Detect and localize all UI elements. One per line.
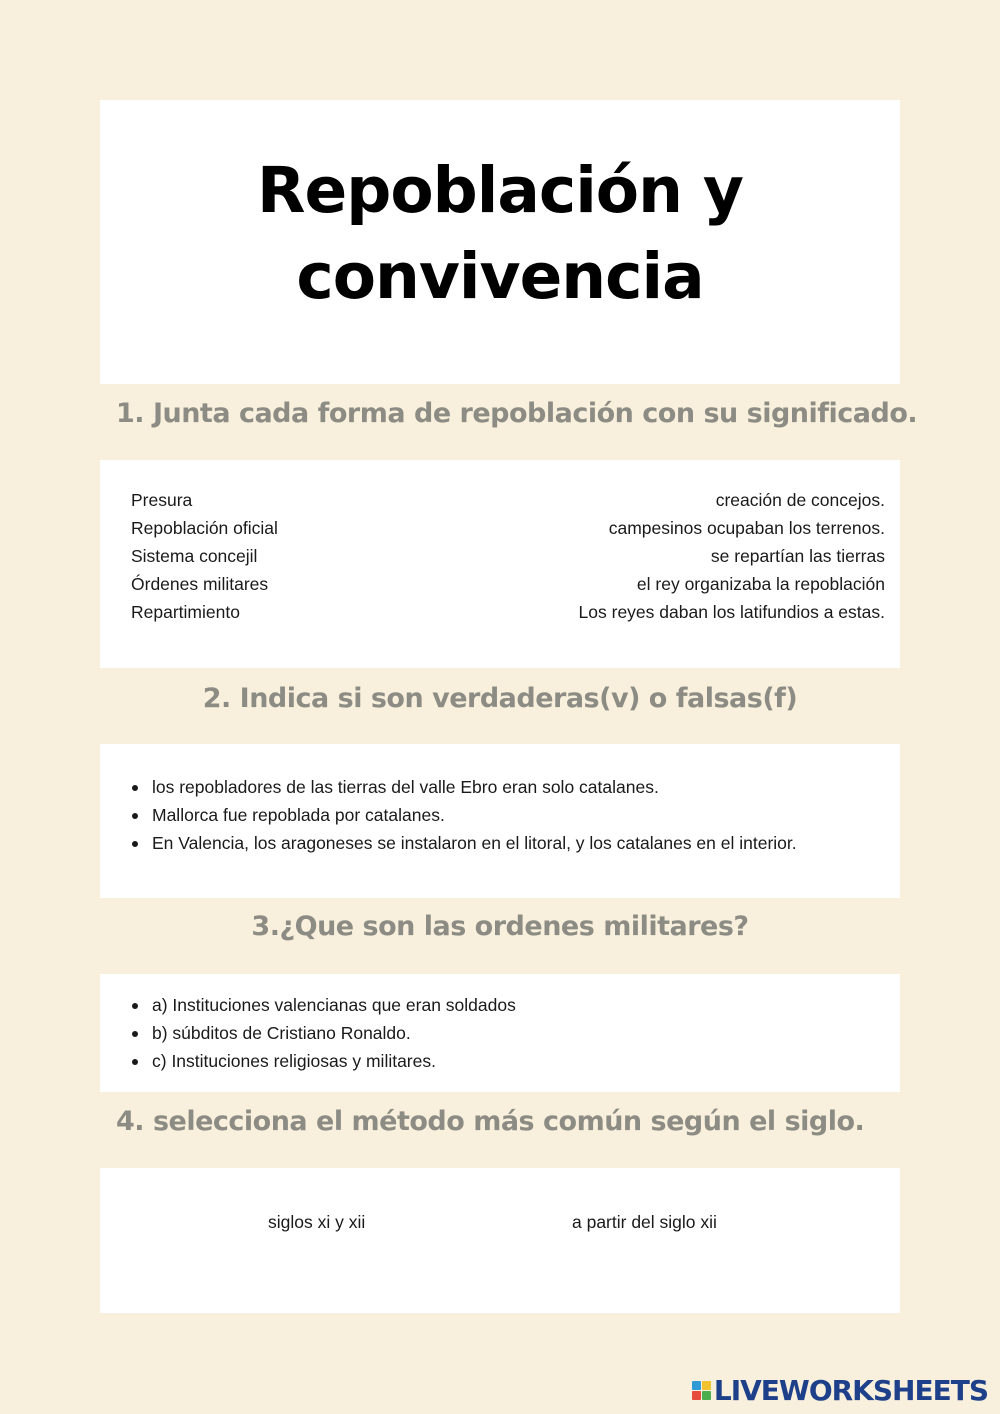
matching-panel: [100, 460, 900, 668]
matching-row: [131, 546, 885, 574]
statement-list: [130, 773, 797, 857]
option-list: [130, 991, 516, 1075]
definition-3[interactable]: se repartían las tierras: [710, 546, 885, 566]
option-c[interactable]: c) Instituciones religiosas y militares.: [130, 1047, 516, 1075]
century-option-from-xii[interactable]: a partir del siglo xii: [572, 1212, 717, 1232]
title-line-2: convivencia: [296, 240, 704, 313]
term-repoblacion-oficial[interactable]: Repoblación oficial: [131, 518, 278, 538]
term-presura[interactable]: Presura: [131, 490, 193, 510]
brand-text: LIVEWORKSHEETS: [713, 1373, 988, 1407]
liveworksheets-logo-icon: [692, 1381, 711, 1400]
statement-item[interactable]: Mallorca fue repoblada por catalanes.: [130, 801, 797, 829]
century-option-xi-xii[interactable]: siglos xi y xii: [268, 1212, 366, 1232]
definition-4[interactable]: el rey organizaba la repoblación: [636, 574, 885, 594]
statement-item[interactable]: En Valencia, los aragoneses se instalaron en el litoral, y los catalanes en el interior.: [130, 829, 797, 857]
section1-heading: 1. Junta cada forma de repoblación con su significado.: [116, 398, 918, 429]
option-a[interactable]: a) Instituciones valencianas que eran soldados: [130, 991, 516, 1019]
multiple-choice-panel: [100, 974, 900, 1092]
matching-row: [131, 574, 885, 602]
definition-2[interactable]: campesinos ocupaban los terrenos.: [608, 518, 885, 538]
definition-5[interactable]: Los reyes daban los latifundios a estas.: [578, 602, 885, 622]
section3-heading: 3.¿Que son las ordenes militares?: [251, 911, 749, 942]
term-ordenes-militares[interactable]: Órdenes militares: [131, 574, 269, 594]
true-false-panel: [100, 744, 900, 898]
title-panel: [100, 100, 900, 384]
section4-heading: 4. selecciona el método más común según el siglo.: [116, 1106, 865, 1137]
option-b[interactable]: b) súbditos de Cristiano Ronaldo.: [130, 1019, 516, 1047]
century-select-panel: [100, 1168, 900, 1313]
worksheet-title: [100, 148, 900, 320]
matching-row: [131, 490, 885, 518]
definition-1[interactable]: creación de concejos.: [715, 490, 885, 510]
term-sistema-concejil[interactable]: Sistema concejil: [131, 546, 258, 566]
liveworksheets-brand: [692, 1374, 988, 1406]
section2-heading: 2. Indica si son verdaderas(v) o falsas(f): [202, 683, 798, 714]
term-repartimiento[interactable]: Repartimiento: [131, 602, 240, 622]
matching-row: [131, 602, 885, 630]
title-line-1: Repoblación y: [257, 154, 743, 227]
matching-row: [131, 518, 885, 546]
statement-item[interactable]: los repobladores de las tierras del valle Ebro eran solo catalanes.: [130, 773, 797, 801]
